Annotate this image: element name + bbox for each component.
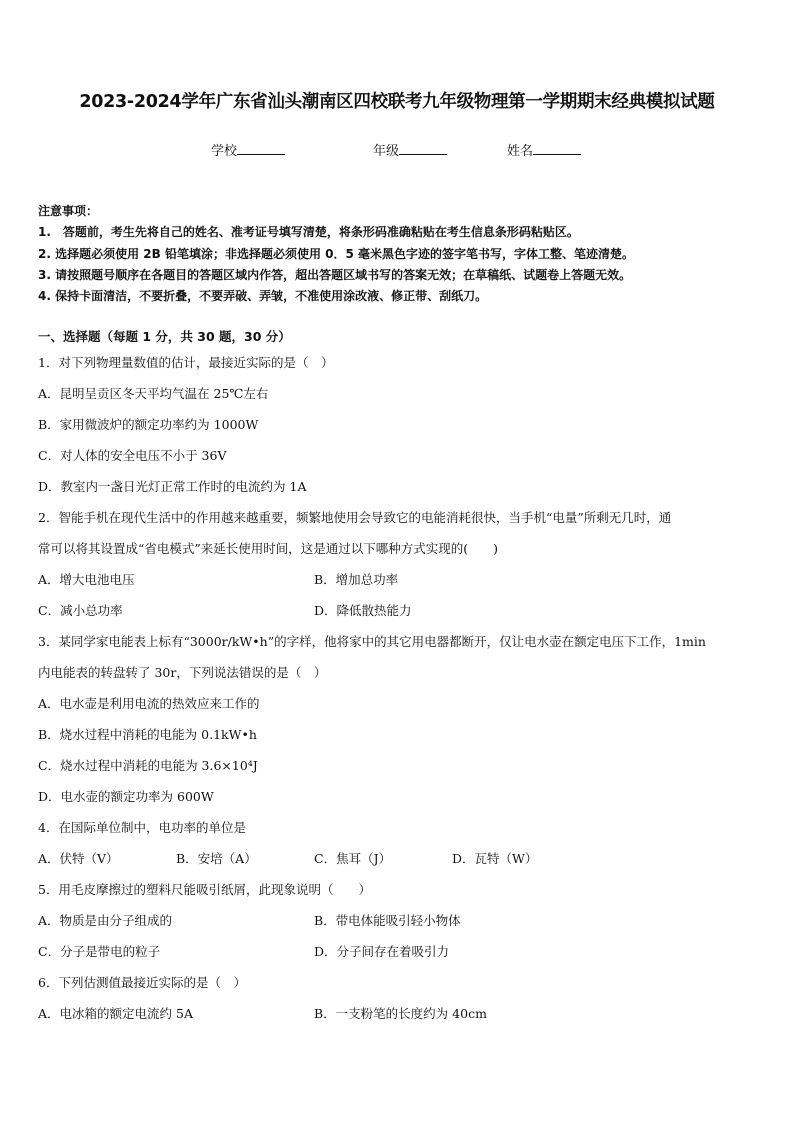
option-a: A．电冰箱的额定电流约 5A <box>38 1006 193 1021</box>
grade-blank <box>399 142 447 155</box>
option-a: A．伏特（V） <box>38 851 119 866</box>
school-label: 学校 <box>211 144 238 159</box>
section-heading: 一、选择题（每题 1 分，共 30 题，30 分） <box>38 329 291 344</box>
question-stem: 4．在国际单位制中，电功率的单位是 <box>38 820 246 835</box>
name-blank <box>533 142 581 155</box>
question-stem: 3．某同学家电能表上标有“3000r/kW•h”的字样，他将家中的其它用电器都断开，仅让电水壶在额定电压下工作，1min <box>38 634 706 649</box>
school-blank <box>237 142 285 155</box>
question-stem: 2．智能手机在现代生活中的作用越来越重要，频繁地使用会导致它的电能消耗很快，当手机“电量”所剩无几时，通 <box>38 510 672 525</box>
option-a: A．昆明呈贡区冬天平均气温在 25℃左右 <box>38 386 269 401</box>
notice-item: 4. 保持卡面清洁，不要折叠，不要弄破、弄皱，不准使用涂改液、修正带、刮纸刀。 <box>38 289 488 304</box>
option-d: D．教室内一盏日光灯正常工作时的电流约为 1A <box>38 479 307 494</box>
notice-item: 2. 选择题必须使用 2B 铅笔填涂；非选择题必须使用 0．5 毫米黑色字迹的签字笔书写，字体工整、笔迹清楚。 <box>38 246 634 261</box>
name-field <box>507 140 581 159</box>
question-stem: 5．用毛皮摩擦过的塑料尺能吸引纸屑，此现象说明（ ） <box>38 882 371 897</box>
exam-title: 2023-2024学年广东省汕头潮南区四校联考九年级物理第一学期期末经典模拟试题 <box>79 92 715 112</box>
option-c: C．烧水过程中消耗的电能为 3.6×10⁴J <box>38 758 258 773</box>
notice-heading: 注意事项： <box>38 204 99 218</box>
option-a: A．电水壶是利用电流的热效应来工作的 <box>38 696 260 711</box>
option-c: C．分子是带电的粒子 <box>38 944 161 959</box>
option-d: D．瓦特（W） <box>452 851 538 866</box>
option-b: B．增加总功率 <box>314 572 399 587</box>
option-b: B．家用微波炉的额定功率约为 1000W <box>38 417 259 432</box>
question-stem-continued: 常可以将其设置成“省电模式”来延长使用时间，这是通过以下哪种方式实现的( ) <box>38 541 499 556</box>
notice-block <box>38 201 758 307</box>
option-d: D．电水壶的额定功率为 600W <box>38 789 214 804</box>
option-b: B．带电体能吸引轻小物体 <box>314 913 461 928</box>
grade-field <box>373 140 447 159</box>
option-b: B．一支粉笔的长度约为 40cm <box>314 1006 487 1021</box>
option-a: A．物质是由分子组成的 <box>38 913 173 928</box>
notice-item: 3. 请按照题号顺序在各题目的答题区域内作答，超出答题区域书写的答案无效；在草稿纸、试题卷上答题无效。 <box>38 267 632 282</box>
option-b: B．安培（A） <box>176 851 257 866</box>
options-row <box>38 998 758 1029</box>
options-row <box>38 905 758 936</box>
options-row <box>38 843 758 874</box>
notice-item: 1. 答题前，考生先将自己的姓名、准考证号填写清楚，将条形码准确粘贴在考生信息条形码粘贴区。 <box>38 225 579 240</box>
option-c: C．对人体的安全电压不小于 36V <box>38 448 227 463</box>
option-b: B．烧水过程中消耗的电能为 0.1kW•h <box>38 727 257 742</box>
question-stem-continued: 内电能表的转盘转了 30r，下列说法错误的是（ ） <box>38 665 327 680</box>
question-stem: 1．对下列物理量数值的估计，最接近实际的是（ ） <box>38 355 334 370</box>
school-field <box>211 140 285 159</box>
options-row <box>38 936 758 967</box>
option-a: A．增大电池电压 <box>38 572 135 587</box>
option-c: C．焦耳（J） <box>314 851 392 866</box>
grade-label: 年级 <box>373 144 400 159</box>
options-row <box>38 595 758 626</box>
options-row <box>38 564 758 595</box>
option-c: C．减小总功率 <box>38 603 123 618</box>
name-label: 姓名 <box>507 144 534 159</box>
option-d: D．分子间存在着吸引力 <box>314 944 450 959</box>
question-stem: 6．下列估测值最接近实际的是（ ） <box>38 975 246 990</box>
choice-section <box>38 326 758 1029</box>
option-d: D．降低散热能力 <box>314 603 412 618</box>
